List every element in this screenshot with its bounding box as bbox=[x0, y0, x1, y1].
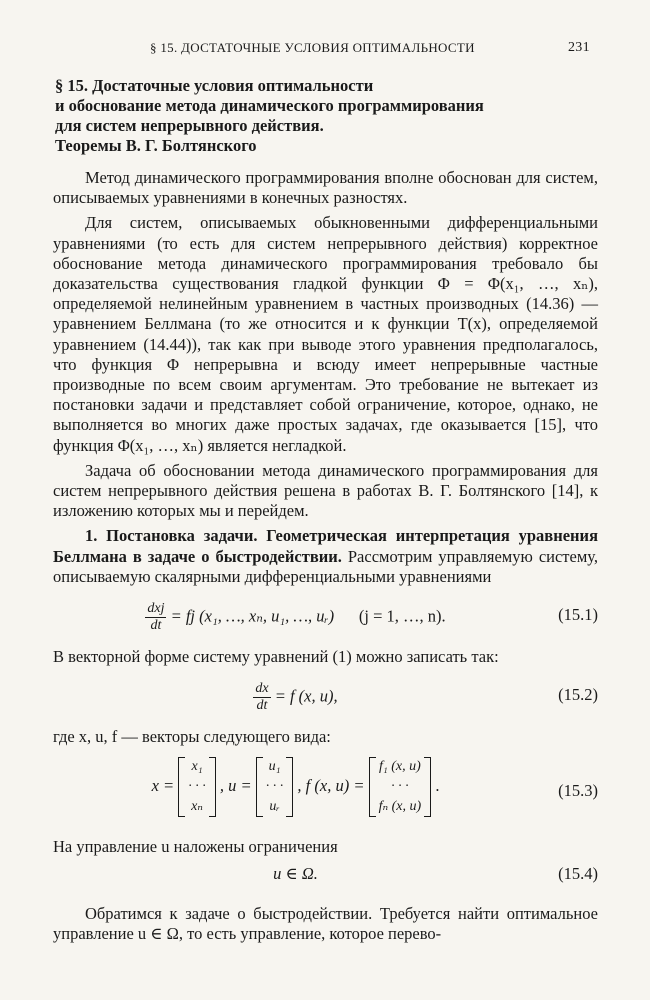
section-title-line: § 15. Достаточные условия оптимальности bbox=[55, 76, 374, 95]
paragraph: Задача об обосновании метода динамического программирования для систем непрерывного действия решена в работах В. Г. Болтянского [14], к изложению которых мы и перейдем. bbox=[53, 460, 598, 521]
paragraph: где x, u, f — векторы следующего вида: bbox=[53, 727, 331, 747]
equation-rhs: = f (x, u), bbox=[274, 686, 338, 706]
equation-condition: (j = 1, …, n). bbox=[358, 606, 446, 626]
vector-entry: · · · bbox=[391, 779, 409, 795]
paragraph: Обратимся к задаче о быстродействии. Требуется найти оптимальное управление u ∈ Ω, то есть управление, которое перево- bbox=[53, 903, 598, 943]
vector-u-label: , u = bbox=[219, 776, 252, 796]
fraction-denominator: dt bbox=[256, 698, 268, 714]
equation-15-4 bbox=[53, 860, 598, 894]
page-number: 231 bbox=[568, 40, 590, 55]
subsection-paragraph bbox=[53, 526, 598, 587]
fraction-denominator: dt bbox=[150, 618, 162, 634]
running-head-title: § 15. ДОСТАТОЧНЫЕ УСЛОВИЯ ОПТИМАЛЬНОСТИ bbox=[150, 40, 475, 55]
derivative-fraction bbox=[145, 601, 166, 634]
equation-number: (15.2) bbox=[558, 685, 598, 705]
section-title bbox=[55, 76, 598, 156]
paragraph: В векторной форме систему уравнений (1) можно записать так: bbox=[53, 647, 499, 667]
equation-number: (15.3) bbox=[558, 781, 598, 801]
equation-number: (15.1) bbox=[558, 605, 598, 625]
vector-entry: · · · bbox=[265, 779, 284, 795]
paragraph: На управление u наложены ограничения bbox=[53, 837, 338, 857]
equation-body bbox=[53, 864, 538, 884]
vector-entry: fₙ (x, u) bbox=[378, 799, 422, 815]
equation-15-2 bbox=[53, 675, 598, 719]
equation-number: (15.4) bbox=[558, 863, 598, 883]
vector-entry: x₁ bbox=[191, 759, 203, 775]
equation-rhs: = fj (x₁, …, xₙ, u₁, …, uᵣ) bbox=[170, 606, 335, 626]
paragraph: Для систем, описываемых обыкновенными дифференциальными уравнениями (то есть для систем непрерывного действия) корректное обоснование метода динамического программирования требовало бы доказательства существования гладкой функции Φ = Φ(x₁, …, xₙ), определяемой нелинейным уравнением в частных производных (14.36) — уравнением Беллмана (то же относится и к функции T(x), определяемой уравнением (14.44)), так как при выводе этого уравнения предполагалось, что функция Φ непрерывна и всюду имеет непрерывные частные производные по всем своим аргументам. Это требование не вытекает из постановки задачи и представляет собой ограничение, которое, однако, не выполняется во многих даже простых задачах, где оказывается [15], что функция Φ(x₁, …, xₙ) является негладкой. bbox=[53, 213, 598, 455]
vector-entry: · · · bbox=[188, 779, 206, 795]
vector-u bbox=[256, 757, 294, 817]
equation-15-3 bbox=[53, 753, 598, 829]
subsection-text: Рассмотрим управляемую систему, описываемую скалярными дифференциальными уравнениями bbox=[53, 546, 599, 586]
section-title-line: для систем непрерывного действия. bbox=[55, 116, 324, 135]
section-title-line: и обоснование метода динамического программирования bbox=[55, 96, 484, 115]
equation-body bbox=[53, 757, 538, 817]
paragraph: Метод динамического программирования вполне обоснован для систем, описываемых уравнениями в конечных разностях. bbox=[53, 168, 598, 208]
vector-f bbox=[369, 757, 432, 817]
vector-entry: f₁ (x, u) bbox=[378, 759, 421, 775]
section-title-line: Теоремы В. Г. Болтянского bbox=[55, 136, 257, 155]
equation-body bbox=[53, 681, 538, 714]
fraction-numerator: dx bbox=[255, 681, 269, 697]
equation-tail: . bbox=[435, 776, 440, 796]
page-content bbox=[53, 76, 598, 944]
vector-entry: u₁ bbox=[268, 759, 281, 775]
vector-x bbox=[178, 757, 216, 817]
equation-body bbox=[53, 601, 538, 634]
vector-entry: uᵣ bbox=[269, 799, 280, 815]
fraction-numerator: dxj bbox=[147, 601, 165, 617]
vector-f-label: , f (x, u) = bbox=[297, 776, 365, 796]
vector-entry: xₙ bbox=[191, 799, 203, 815]
constraint-expression: u ∈ Ω. bbox=[273, 863, 318, 883]
derivative-fraction bbox=[253, 681, 270, 714]
vector-x-label: x = bbox=[151, 776, 175, 796]
subsection-heading: 1. Постановка задачи. Геометрическая интерпретация уравнения Беллмана в задаче о быстродействии. bbox=[53, 526, 598, 566]
equation-15-1 bbox=[53, 595, 598, 639]
